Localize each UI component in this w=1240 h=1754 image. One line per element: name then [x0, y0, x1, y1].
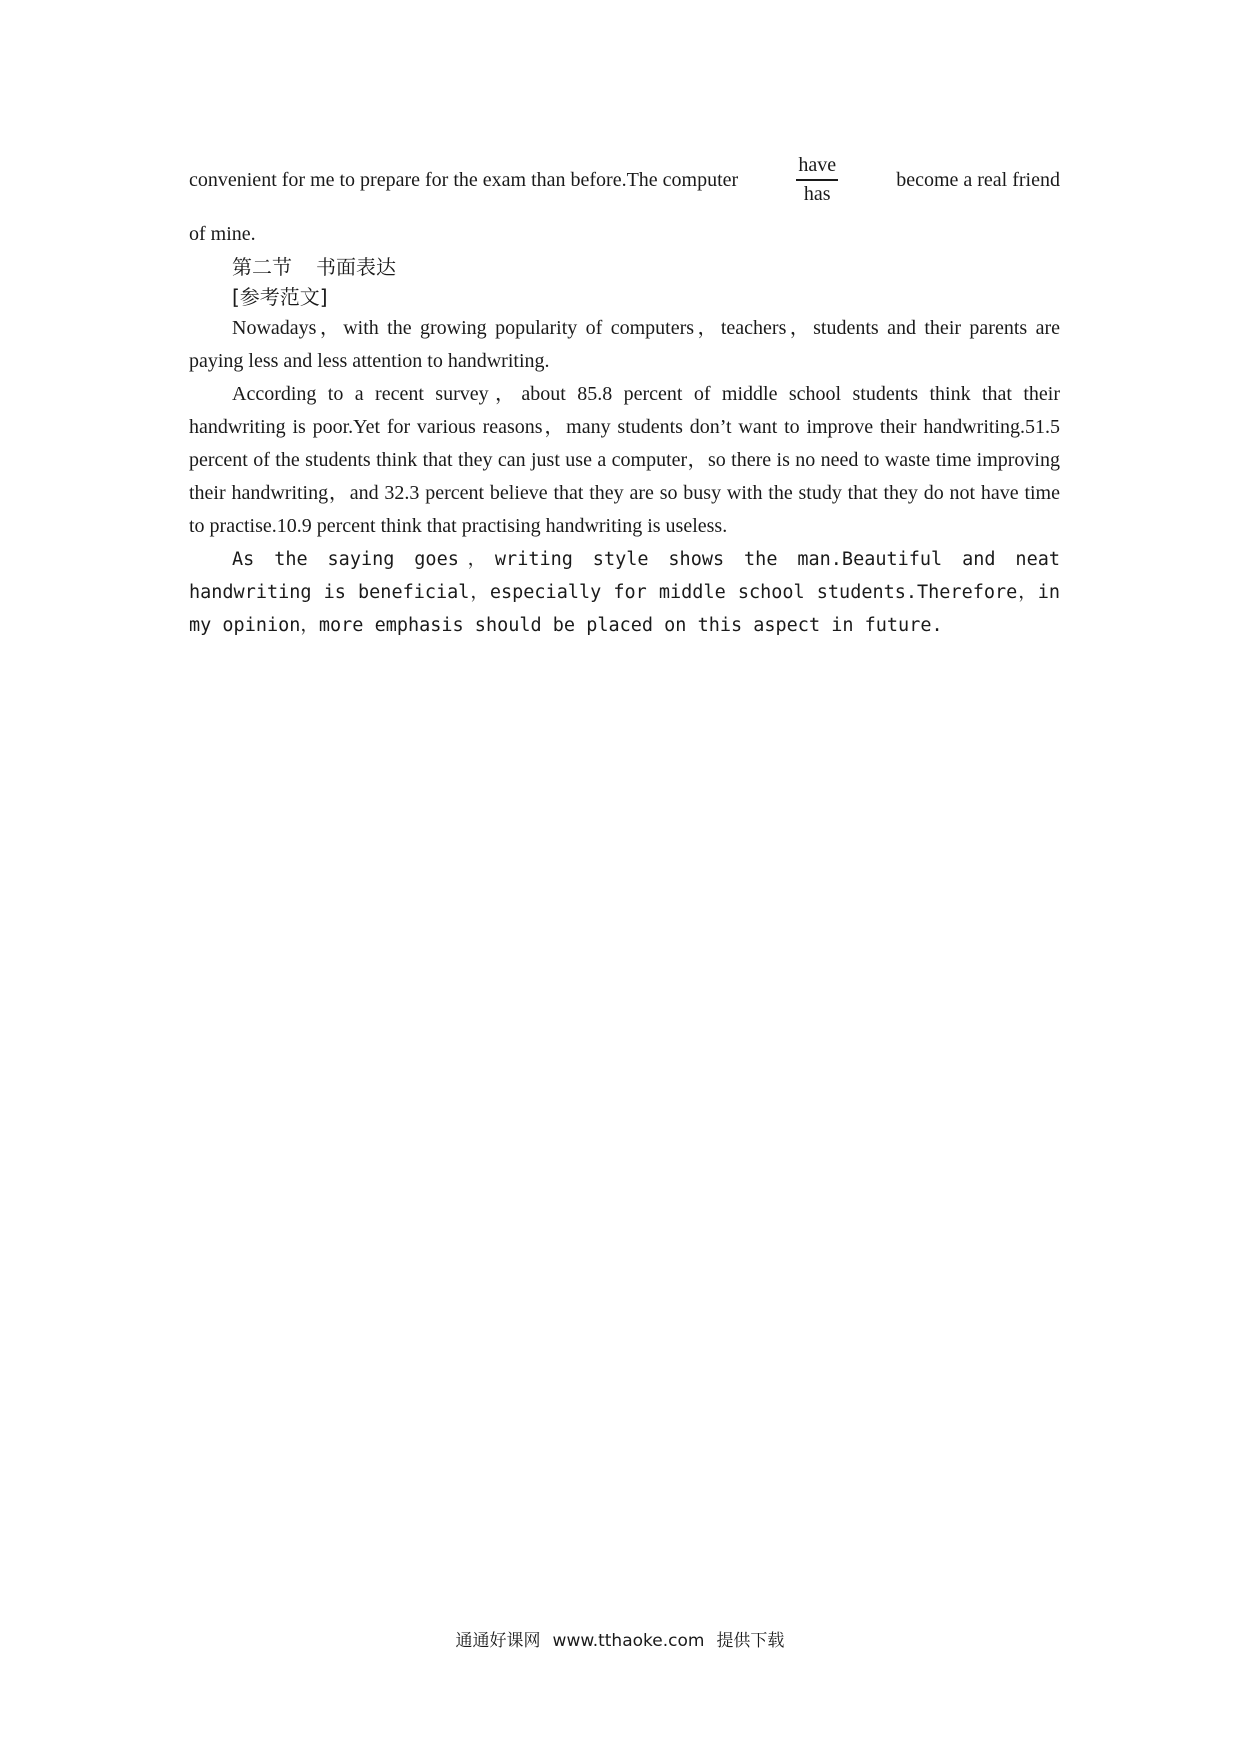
line-text-after: become a real friend — [896, 168, 1060, 191]
essay-paragraph-2: According to a recent survey，about 85.8 percent of middle school students think that their handwriting is poor.Yet for various reasons，many students don’t want to improve their handwriting.51.5 percent of the students think that they can just use a computer，so there is no need to waste time improving their handwriting，and 32.3 percent believe that they are so busy with the study that they do not have time to practise.10.9 percent think that practising handwriting is useless. — [189, 383, 1060, 537]
section-heading — [232, 252, 1060, 282]
document-page — [189, 150, 1060, 642]
correction-replacement-word: has — [803, 183, 831, 205]
line-text-before: convenient for me to prepare for the exam than before.The computer — [189, 168, 739, 191]
text-line-continuation: of mine. — [189, 223, 256, 245]
section-title-text: 书面表达 — [316, 255, 396, 279]
essay-paragraph-1: Nowadays，with the growing popularity of computers，teachers，students and their parents are paying less and less attention to handwriting. — [189, 317, 1060, 372]
footer-url: www.tthaoke.com — [552, 1631, 705, 1651]
reference-essay-label: [参考范文] — [232, 285, 328, 309]
page-footer — [0, 1626, 1240, 1651]
correction-mark — [796, 155, 838, 205]
essay-paragraph-3: As the saying goes，writing style shows the man.Beautiful and neat handwriting is beneficial，especially for middle school students.Therefore，in my opinion，more emphasis should be placed on this aspect in future. — [189, 549, 1060, 636]
footer-note: 提供下载 — [716, 1631, 785, 1651]
section-number: 第二节 — [232, 255, 292, 279]
text-line-with-correction — [189, 150, 1060, 210]
correction-original-word: have — [796, 155, 838, 181]
footer-site-name: 通通好课网 — [455, 1631, 541, 1651]
